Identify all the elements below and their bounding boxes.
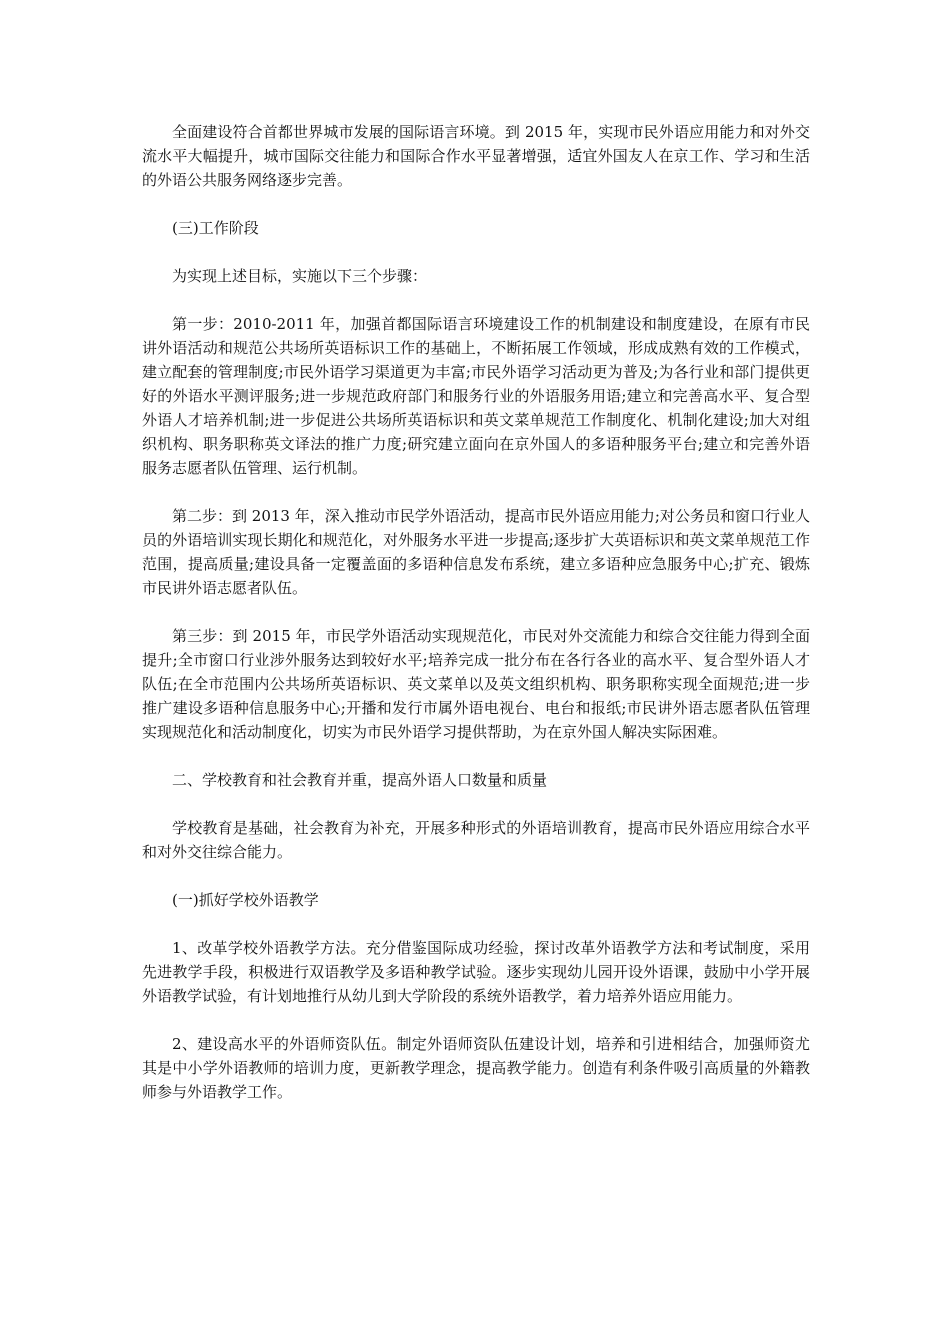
paragraph-step-one: 第一步：2010-2011 年，加强首都国际语言环境建设工作的机制建设和制度建设，在原有市民讲外语活动和规范公共场所英语标识工作的基础上，不断拓展工作领域，形成成熟有效的工作模式，建立配套的管理制度;市民外语学习渠道更为丰富;市民外语学习活动更为普及;为各行业和部门提供更好的外语水平测评服务;进一步规范政府部门和服务行业的外语服务用语;建立和完善高水平、复合型外语人才培养机制;进一步促进公共场所英语标识和英文菜单规范工作制度化、机制化建设;加大对组织机构、职务职称英文译法的推广力度;研究建立面向在京外国人的多语种服务平台;建立和完善外语服务志愿者队伍管理、运行机制。 [142, 315, 810, 477]
document-page [142, 120, 810, 1128]
paragraph-goal: 全面建设符合首都世界城市发展的国际语言环境。到 2015 年，实现市民外语应用能力和对外交流水平大幅提升，城市国际交往能力和国际合作水平显著增强，适宜外国友人在京工作、学习和生活的外语公共服务网络逐步完善。 [142, 123, 810, 189]
paragraph-steps-intro: 为实现上述目标，实施以下三个步骤： [172, 267, 428, 285]
heading-work-stages: (三)工作阶段 [172, 219, 259, 237]
paragraph-step-two: 第二步：到 2013 年，深入推动市民学外语活动，提高市民外语应用能力;对公务员和窗口行业人员的外语培训实现长期化和规范化，对外服务水平进一步提高;逐步扩大英语标识和英文菜单规范工作范围，提高质量;建设具备一定覆盖面的多语种信息发布系统，建立多语种应急服务中心;扩充、锻炼市民讲外语志愿者队伍。 [142, 507, 810, 597]
paragraph-item-one: 1、改革学校外语教学方法。充分借鉴国际成功经验，探讨改革外语教学方法和考试制度，采用先进教学手段，积极进行双语教学及多语种教学试验。逐步实现幼儿园开设外语课，鼓励中小学开展外语教学试验，有计划地推行从幼儿到大学阶段的系统外语教学，着力培养外语应用能力。 [142, 939, 810, 1005]
paragraph-item-two: 2、建设高水平的外语师资队伍。制定外语师资队伍建设计划，培养和引进相结合，加强师资尤其是中小学外语教师的培训力度，更新教学理念，提高教学能力。创造有利条件吸引高质量的外籍教师参与外语教学工作。 [142, 1035, 810, 1101]
heading-section-two: 二、学校教育和社会教育并重，提高外语人口数量和质量 [172, 771, 548, 789]
paragraph-section-two-intro: 学校教育是基础，社会教育为补充，开展多种形式的外语培训教育，提高市民外语应用综合水平和对外交往综合能力。 [142, 819, 810, 861]
heading-school-teaching: (一)抓好学校外语教学 [172, 891, 319, 909]
paragraph-step-three: 第三步：到 2015 年，市民学外语活动实现规范化，市民对外交流能力和综合交往能力得到全面提升;全市窗口行业涉外服务达到较好水平;培养完成一批分布在各行各业的高水平、复合型外语人才队伍;在全市范围内公共场所英语标识、英文菜单以及英文组织机构、职务职称实现全面规范;进一步推广建设多语种信息服务中心;开播和发行市属外语电视台、电台和报纸;市民讲外语志愿者队伍管理实现规范化和活动制度化，切实为市民外语学习提供帮助，为在京外国人解决实际困难。 [142, 627, 810, 741]
